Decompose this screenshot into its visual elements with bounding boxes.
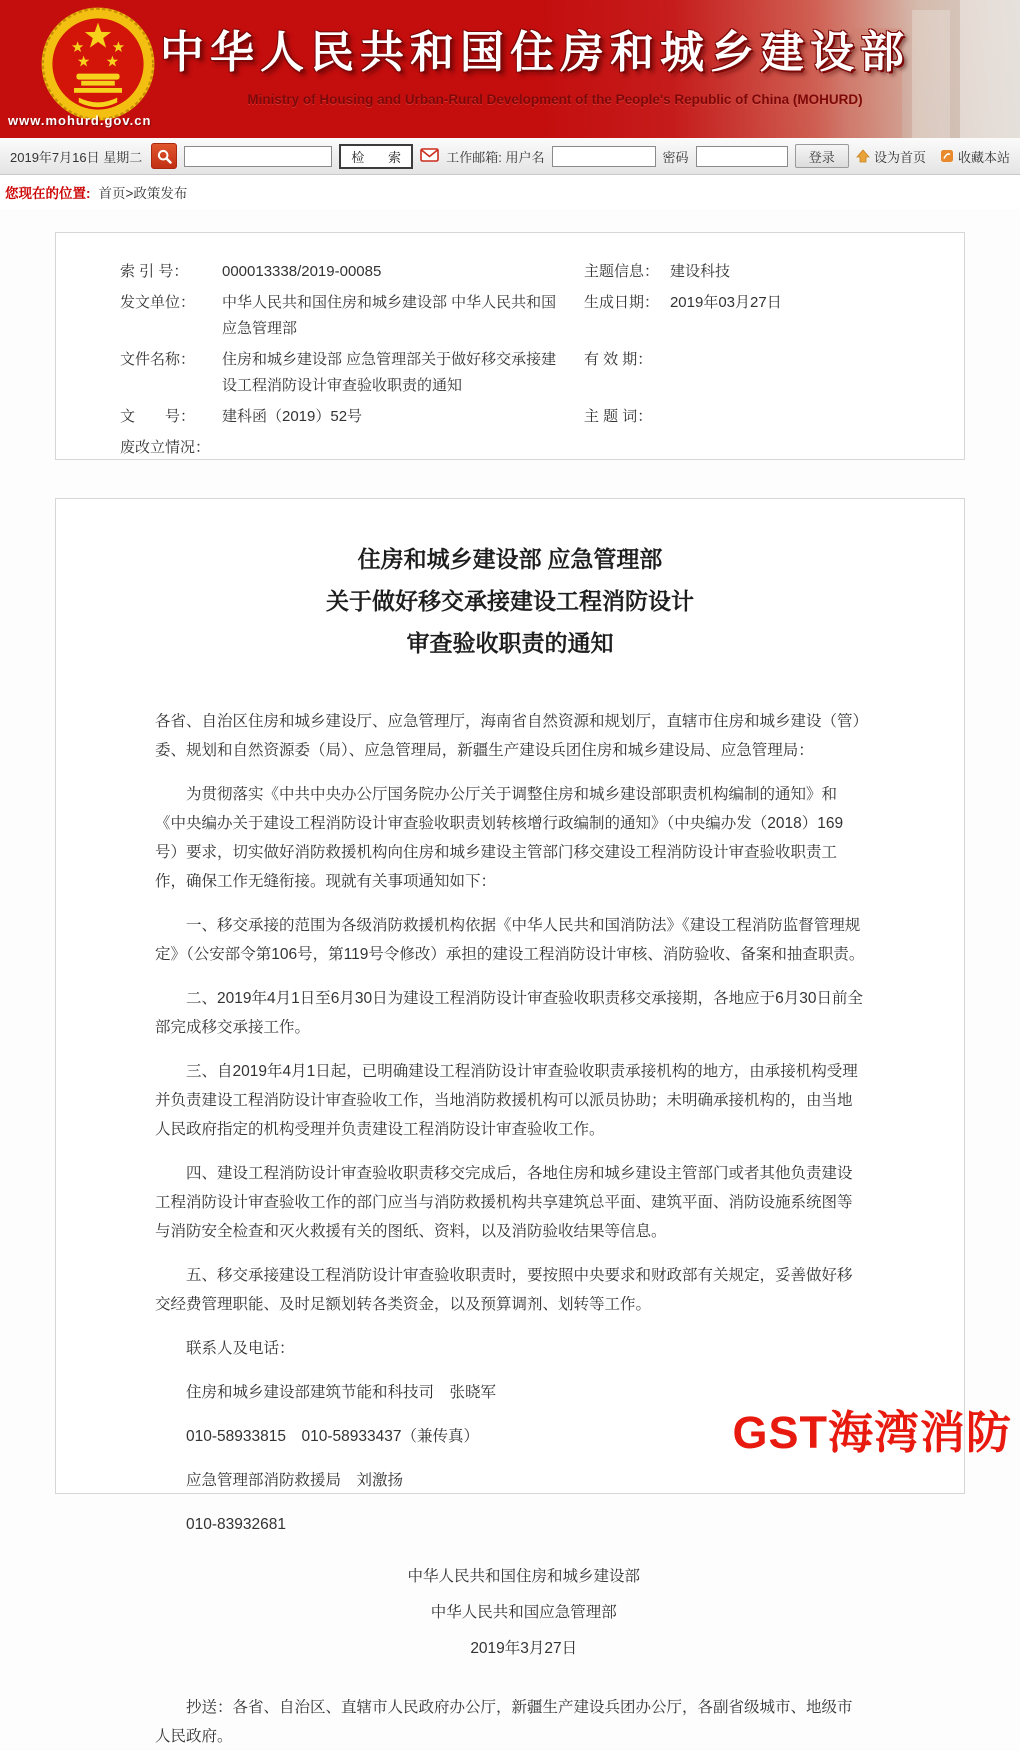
meta-row — [120, 347, 934, 399]
meta-label: 发文单位： — [120, 294, 196, 311]
body-paragraph: 一、移交承接的范围为各级消防救援机构依据《中华人民共和国消防法》《建设工程消防监督管理规定》（公安部令第106号，第119号令修改）承担的建设工程消防设计审核、消防验收、备案和抽查职责。 — [155, 917, 865, 963]
toolbar — [0, 138, 1020, 175]
gst-watermark: GST海湾消防 — [732, 1407, 1012, 1458]
set-home-link[interactable]: 设为首页 — [856, 147, 926, 166]
document-title-line: 关于做好移交承接建设工程消防设计 — [326, 589, 694, 614]
building-photo-decor — [960, 0, 1020, 138]
signature-line: 中华人民共和国应急管理部 — [430, 1604, 617, 1621]
document-title-line: 审查验收职责的通知 — [406, 631, 614, 656]
meta-label: 主 题 词： — [583, 408, 653, 425]
body-paragraph: 联系人及电话： — [186, 1340, 295, 1357]
body-paragraph: 五、移交承接建设工程消防设计审查验收职责时，要按照中央要求和财政部有关规定，妥善做好移交经费管理职能、及时足额划转各类资金，以及预算调剂、划转等工作。 — [155, 1267, 853, 1313]
site-subtitle: Ministry of Housing and Urban-Rural Development of the People's Republic of China (MOHURD) — [247, 92, 863, 107]
up-arrow-home-icon — [856, 149, 870, 163]
signature-block — [407, 1559, 640, 1667]
document-body-card — [55, 498, 965, 1745]
meta-value: 000013338/2019-00085 — [222, 263, 382, 280]
meta-value — [670, 435, 934, 461]
site-url: www.mohurd.gov.cn — [8, 113, 152, 128]
favorite-link[interactable]: 收藏本站 — [940, 147, 1010, 166]
body-paragraph: 应急管理部消防救援局 刘激扬 — [186, 1472, 404, 1489]
mail-username-label: 工作邮箱: 用户名 — [446, 149, 545, 165]
body-paragraph: 四、建设工程消防设计审查验收职责移交完成后，各地住房和城乡建设主管部门或者其他负责建设工程消防设计审查验收工作的部门应当与消防救援机构共享建筑总平面、建筑平面、消防设施系统图等与消防安全检查和灭火救援有关的图纸、资料，以及消防验收结果等信息。 — [155, 1165, 853, 1240]
search-icon[interactable] — [151, 143, 177, 169]
date-text: 2019年7月16日 星期二 — [10, 149, 143, 165]
site-title: 中华人民共和国住房和城乡建设部 — [160, 28, 910, 77]
meta-label: 废改立情况： — [120, 439, 211, 456]
meta-value — [670, 347, 934, 399]
login-button[interactable]: 登录 — [795, 144, 849, 168]
meta-value — [222, 435, 568, 461]
meta-label: 有 效 期： — [583, 351, 653, 368]
body-paragraph: 住房和城乡建设部建筑节能和科技司 张晓军 — [186, 1384, 497, 1401]
breadcrumb-path[interactable]: 首页>政策发布 — [98, 186, 188, 201]
cc-line: 抄送：各省、自治区、直辖市人民政府办公厅，新疆生产建设兵团办公厅，各副省级城市、地级市人民政府。 — [155, 1699, 853, 1745]
meta-label: 文 号： — [120, 408, 196, 425]
meta-label: 索 引 号： — [120, 263, 189, 280]
meta-value: 建设科技 — [669, 263, 730, 280]
salutation-paragraph: 各省、自治区住房和城乡建设厅、应急管理厅，海南省自然资源和规划厅，直辖市住房和城乡建设（管）委、规划和自然资源委（局）、应急管理局，新疆生产建设兵团住房和城乡建设局、应急管理局： — [155, 713, 861, 759]
meta-row — [120, 259, 934, 285]
meta-value: 建科函（2019）52号 — [222, 408, 363, 425]
search-input[interactable] — [184, 146, 332, 167]
body-paragraph: 二、2019年4月1日至6月30日为建设工程消防设计审查验收职责移交承接期，各地应于6月30日前全部完成移交承接工作。 — [155, 990, 863, 1036]
body-paragraph: 为贯彻落实《中共中央办公厅国务院办公厅关于调整住房和城乡建设部职责机构编制的通知》和《中央编办关于建设工程消防设计审查验收职责划转核增行政编制的通知》（中央编办发（2018）169号）要求，切实做好消防救援机构向住房和城乡建设主管部门移交建设工程消防设计审查验收职责工作，确保工作无缝衔接。现就有关事项通知如下： — [155, 786, 844, 890]
breadcrumb — [0, 175, 1020, 209]
meta-label: 主题信息： — [583, 263, 659, 280]
meta-value: 2019年03月27日 — [669, 294, 782, 311]
document-title-line: 住房和城乡建设部 应急管理部 — [357, 547, 663, 572]
meta-label: 生成日期： — [583, 294, 659, 311]
meta-label: 文件名称： — [120, 351, 196, 368]
meta-value: 中华人民共和国住房和城乡建设部 中华人民共和国应急管理部 — [222, 294, 557, 337]
body-paragraph: 三、自2019年4月1日起，已明确建设工程消防设计审查验收职责承接机构的地方，由承接机构受理并负责建设工程消防设计审查验收工作，当地消防救援机构可以派员协助；未明确承接机构的，由当地人民政府指定的机构受理并负责建设工程消防设计审查验收工作。 — [155, 1063, 858, 1138]
document-text — [111, 707, 909, 1751]
meta-label — [584, 435, 670, 461]
meta-value: 住房和城乡建设部 应急管理部关于做好移交承接建设工程消防设计审查验收职责的通知 — [222, 351, 557, 394]
toolbar-links — [856, 147, 1010, 166]
breadcrumb-prefix: 您现在的位置: — [5, 186, 91, 201]
search-button[interactable]: 检 索 — [339, 144, 413, 169]
signature-line: 中华人民共和国住房和城乡建设部 — [407, 1568, 640, 1585]
building-photo-decor — [912, 10, 950, 138]
bookmark-icon — [940, 149, 954, 163]
meta-value — [670, 404, 934, 430]
meta-row — [120, 290, 934, 342]
meta-row — [120, 404, 934, 430]
signature-line: 2019年3月27日 — [470, 1640, 578, 1657]
site-header — [0, 0, 1020, 138]
envelope-icon — [420, 148, 439, 165]
national-emblem-icon — [38, 4, 158, 124]
body-paragraph: 010-83932681 — [186, 1516, 286, 1533]
document-meta-card — [55, 232, 965, 460]
meta-row — [120, 435, 934, 461]
document-title — [111, 539, 909, 665]
username-input[interactable] — [552, 146, 656, 167]
body-paragraph: 010-58933815 010-58933437（兼传真） — [186, 1428, 479, 1445]
password-label: 密码 — [662, 149, 689, 165]
password-input[interactable] — [696, 146, 788, 167]
